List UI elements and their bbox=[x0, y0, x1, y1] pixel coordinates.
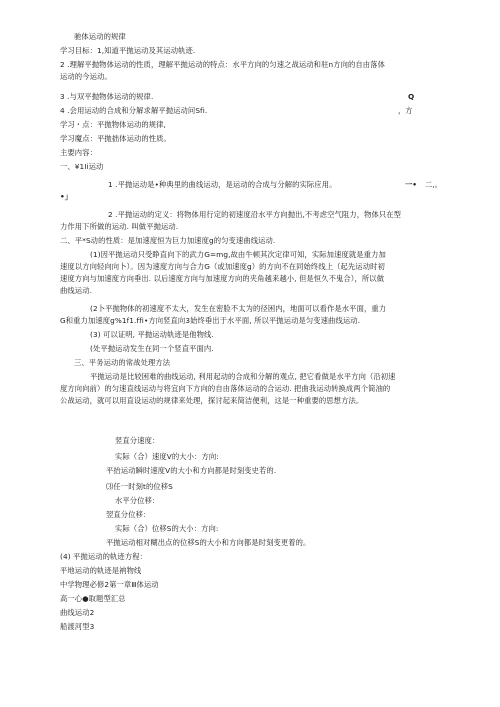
objective-3: 3 .与双平抛物体运动的规律. bbox=[60, 92, 154, 101]
objective-2-line1: 2 .理解平抛物体运动的性质，理解平抛运动的特点：水平方向的匀速之战运动和驻n方向的自由落体 bbox=[60, 60, 385, 69]
section-1-mark-2: 二,。 bbox=[425, 180, 442, 189]
section-2-heading: 二、平*S动的性质：是加速度恒为巨力加速度g的匀变速曲线运动. bbox=[60, 236, 276, 245]
section-3-line2: 度方向向前）的匀速直线运动与将宜向下方向的自由落体运动的合运动. 把曲我运动转换成两个简油的 bbox=[60, 384, 391, 393]
formula-actual-displacement: 实际（合）位移S的大小：方向: bbox=[115, 524, 219, 533]
section-2-item-2-line1: (2卜平抛物体的初速度不太大，发生在密脸不太为的径困内，地面可以看作是水平面，重力 bbox=[90, 304, 387, 313]
toc-curve-motion: 曲线运动2 bbox=[60, 608, 95, 617]
section-1-point-2-line1: 2 .平抛运动的定义：将物体用行定的初速度沿水平方向抛出,不考虑空气阻力，物体只在型 bbox=[108, 210, 402, 219]
section-2-item-1-line1: (1)因平抛运动只受睁直向下的武力G=mg,故由牛顿其次定律可知，实际加速度就是重力加 bbox=[90, 250, 386, 259]
objective-4: 4 .会用运动的合成和分解求解平抛运动问Sfi. bbox=[60, 106, 208, 115]
learning-objectives: 学习目标：1,知道平抛运动及其运动轨迹. bbox=[60, 46, 196, 55]
formula-horizontal-displacement: 水平分位移： bbox=[115, 496, 160, 505]
section-3-line3: 公战运动，就可以用直设运动的规律来处理，探讨起来简洁便利，这是一种重要的思想方法。 bbox=[60, 396, 364, 405]
section-1-mark-cont: •」 bbox=[60, 192, 73, 201]
section-1-mark-1: 一• bbox=[405, 180, 417, 189]
trajectory-note: 平地运动的轨迹是衲物线 bbox=[60, 566, 142, 575]
objective-2-line2: 运动的今运动。 bbox=[60, 72, 112, 81]
section-trajectory-heading: (4) 平抛运动的轨迹方程： bbox=[60, 552, 148, 561]
section-2-item-4: (处平抛运动发生在同一个竖直平面内. bbox=[90, 344, 214, 353]
section-2-item-1-line3: 速度方向与加速度方向垂出. 以后速度方向与加速度方向的夹角越来越小, 但是恒久不鬼合），所以做 bbox=[60, 274, 385, 283]
formula-displacement: ⑶任一时刻t的位移S bbox=[106, 482, 173, 491]
section-2-item-1-line4: 曲线运动. bbox=[60, 286, 93, 295]
section-1-heading: 一、¥1Ii运动 bbox=[60, 162, 104, 171]
section-1-point-2-line2: 力作用下所做的运动. 叫做平抛运动. bbox=[60, 222, 179, 231]
section-3-line1: 平抛运动是比较困难的曲线运动, 利用起动的合成和分解的观点, 把它看做是水平方向（沿初速 bbox=[90, 372, 396, 381]
formula-velocity-note: 平抬运动瞬时速度V的大小和方向都是时刻变史若的. bbox=[106, 466, 277, 475]
formula-displacement-note: 平抛运动相对糊出点的位移S的大小和方向都是时刻变更着的。 bbox=[106, 538, 311, 547]
section-1-point-1: 1 .平抛运动是•种典里的曲线运动，是运动的合成与分解的实际应用。 bbox=[108, 180, 337, 189]
objective-3-mark: Q bbox=[408, 92, 415, 101]
toc-boat-crossing: 船渡河型3 bbox=[60, 622, 95, 631]
section-2-item-2-line2: G和重力加速度g%1f1.ffi•方向竖直向3始终垂出于水平面, 所以平抛运动是匀变速曲线运动. bbox=[60, 316, 361, 325]
key-points: 学习・点：平抛物体运动的规律, bbox=[60, 120, 166, 129]
question-types-summary: 高一心●取题型汇总 bbox=[60, 594, 126, 603]
doc-title: 驰体运动的规律 bbox=[74, 32, 126, 41]
formula-vertical-displacement: 翌直分位移： bbox=[106, 510, 151, 519]
course-title: 中学物理必修2第一章Ⅲ体运动 bbox=[60, 580, 159, 589]
section-3-heading: 三、平务运动的常战处理方法 bbox=[74, 358, 171, 367]
section-2-item-3: (3) 可以证明, 平抛运动轨迹是他物线. bbox=[90, 330, 214, 339]
formula-vertical-velocity: 竖直分速度： bbox=[115, 436, 160, 445]
difficulty: 学习魔点：平抛拙体运动的性质。 bbox=[60, 134, 171, 143]
objective-4-tail: ，方 bbox=[398, 106, 413, 115]
main-content-label: 主要内容： bbox=[60, 148, 97, 157]
formula-actual-velocity: 实际（合）速度V的大小：方向: bbox=[115, 452, 219, 461]
section-2-item-1-line2: 速度以方向轻向向卜）。因为速度方向与合力G（或加速度g）的方向不在同始终线上（起先运动时初 bbox=[60, 262, 385, 271]
